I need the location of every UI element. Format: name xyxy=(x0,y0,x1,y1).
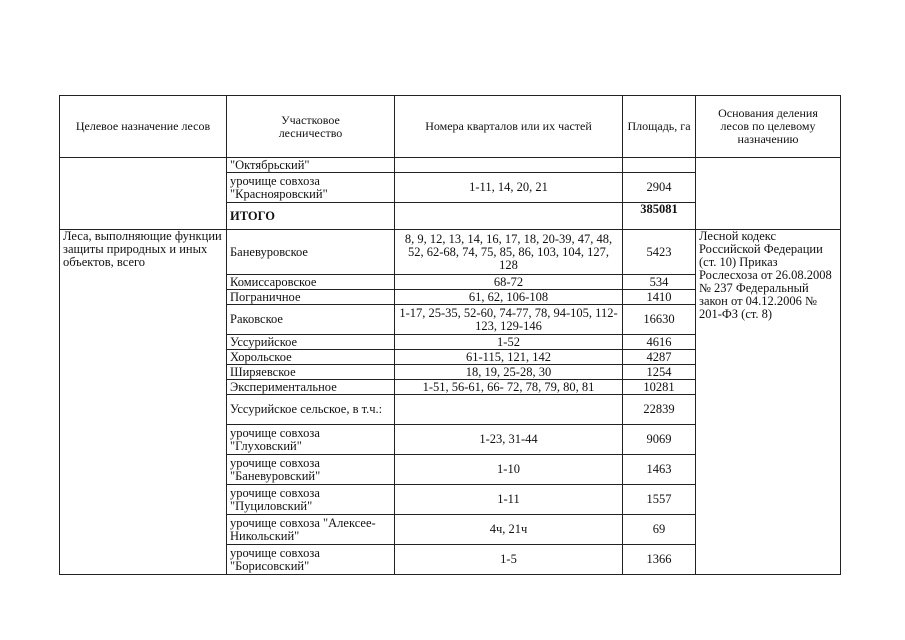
forest-purpose-table xyxy=(59,95,841,575)
total-area: 385081 xyxy=(623,203,696,230)
area-cell: 22839 xyxy=(623,395,696,425)
area-cell: 1557 xyxy=(623,485,696,515)
forestry-cell: Баневуровское xyxy=(227,230,395,275)
header-basis: Основания деления лесов по целевому назначению xyxy=(696,96,841,158)
quarters-cell: 1-5 xyxy=(395,545,623,575)
forestry-cell: Уссурийское сельское, в т.ч.: xyxy=(227,395,395,425)
header-row xyxy=(60,96,841,158)
protective-basis-cell: Лесной кодекс Российской Федерации (ст. 10) Приказ Рослесхоза от 26.08.2008 № 237 Федеральный закон от 04.12.2006 № 201-ФЗ (ст. 8) xyxy=(696,230,841,575)
quarters-cell: 1-51, 56-61, 66- 72, 78, 79, 80, 81 xyxy=(395,380,623,395)
quarters-cell: 1-52 xyxy=(395,335,623,350)
area-cell: 4616 xyxy=(623,335,696,350)
basis-cell-empty xyxy=(696,158,841,230)
forestry-cell: Хорольское xyxy=(227,350,395,365)
forestry-cell: Уссурийское xyxy=(227,335,395,350)
forestry-cell: "Октябрьский" xyxy=(227,158,395,173)
quarters-cell: 1-23, 31-44 xyxy=(395,425,623,455)
quarters-cell: 18, 19, 25-28, 30 xyxy=(395,365,623,380)
header-quarters: Номера кварталов или их частей xyxy=(395,96,623,158)
forestry-cell: Пограничное xyxy=(227,290,395,305)
forestry-cell: Раковское xyxy=(227,305,395,335)
quarters-cell: 8, 9, 12, 13, 14, 16, 17, 18, 20-39, 47, 48, 52, 62-68, 74, 75, 85, 86, 103, 104, 127, 128 xyxy=(395,230,623,275)
forestry-cell: Ширяевское xyxy=(227,365,395,380)
quarters-cell: 1-17, 25-35, 52-60, 74-77, 78, 94-105, 112-123, 129-146 xyxy=(395,305,623,335)
area-cell: 10281 xyxy=(623,380,696,395)
forestry-cell: урочище совхоза "Алексее-Никольский" xyxy=(227,515,395,545)
area-cell: 69 xyxy=(623,515,696,545)
header-purpose: Целевое назначение лесов xyxy=(60,96,227,158)
forestry-cell: урочище совхоза "Пуциловский" xyxy=(227,485,395,515)
area-cell: 2904 xyxy=(623,173,696,203)
quarters-cell: 68-72 xyxy=(395,275,623,290)
quarters-cell: 61-115, 121, 142 xyxy=(395,350,623,365)
quarters-cell xyxy=(395,395,623,425)
protective-purpose-cell: Леса, выполняющие функции защиты природных и иных объектов, всего xyxy=(60,230,227,575)
quarters-cell xyxy=(395,158,623,173)
forestry-cell: урочище совхоза "Баневуровский" xyxy=(227,455,395,485)
total-quarters-empty xyxy=(395,203,623,230)
purpose-cell-empty xyxy=(60,158,227,230)
header-area: Площадь, га xyxy=(623,96,696,158)
area-cell: 9069 xyxy=(623,425,696,455)
forestry-cell: урочище совхоза "Борисовский" xyxy=(227,545,395,575)
area-cell: 1366 xyxy=(623,545,696,575)
quarters-cell: 1-11, 14, 20, 21 xyxy=(395,173,623,203)
forestry-cell: урочище совхоза "Краснояровский" xyxy=(227,173,395,203)
area-cell xyxy=(623,158,696,173)
area-cell: 1463 xyxy=(623,455,696,485)
header-forestry: Участковое лесничество xyxy=(227,96,395,158)
table-row xyxy=(60,158,841,173)
quarters-cell: 61, 62, 106-108 xyxy=(395,290,623,305)
quarters-cell: 1-11 xyxy=(395,485,623,515)
forestry-cell: Комиссаровское xyxy=(227,275,395,290)
table-row xyxy=(60,230,841,275)
forestry-cell: урочище совхоза "Глуховский" xyxy=(227,425,395,455)
total-label: ИТОГО xyxy=(227,203,395,230)
area-cell: 16630 xyxy=(623,305,696,335)
quarters-cell: 1-10 xyxy=(395,455,623,485)
area-cell: 534 xyxy=(623,275,696,290)
quarters-cell: 4ч, 21ч xyxy=(395,515,623,545)
area-cell: 1254 xyxy=(623,365,696,380)
area-cell: 1410 xyxy=(623,290,696,305)
area-cell: 4287 xyxy=(623,350,696,365)
area-cell: 5423 xyxy=(623,230,696,275)
forestry-cell: Экспериментальное xyxy=(227,380,395,395)
